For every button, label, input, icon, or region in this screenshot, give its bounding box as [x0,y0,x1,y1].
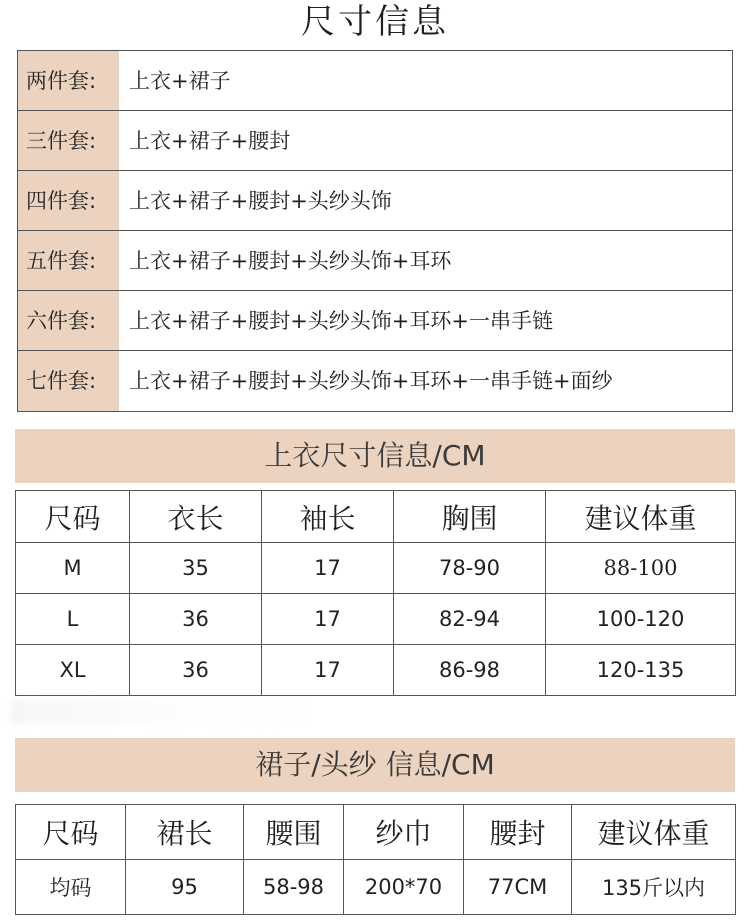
package-row [18,291,732,351]
top-size-table [15,490,736,696]
table-cell: 35 [130,543,262,594]
header-cell: 尺码 [16,805,126,860]
header-cell: 建议体重 [572,805,736,860]
package-row [18,171,732,231]
table-header-row [16,491,736,543]
header-cell: 衣长 [130,491,262,543]
table-cell: 17 [262,645,394,696]
table-cell: 88-100 [546,543,736,594]
package-name: 两件套: [18,51,119,110]
table-cell: 135斤以内 [572,860,736,915]
header-cell: 胸围 [394,491,546,543]
package-name: 六件套: [18,291,119,350]
table-cell: 120-135 [546,645,736,696]
table-cell: 17 [262,594,394,645]
table-cell: L [16,594,130,645]
table-header-row [16,805,736,860]
header-cell: 建议体重 [546,491,736,543]
header-cell: 腰围 [244,805,344,860]
package-contents: 上衣+裙子+腰封+头纱头饰+耳环+一串手链+面纱 [129,369,613,393]
header-cell: 袖长 [262,491,394,543]
package-row [18,351,732,411]
table-cell: 78-90 [394,543,546,594]
skirt-size-banner: 裙子/头纱 信息/CM [15,738,735,792]
package-row [18,111,732,171]
package-row [18,231,732,291]
table-row [16,594,736,645]
table-cell: 86-98 [394,645,546,696]
skirt-size-table [15,804,736,915]
package-table [17,50,733,412]
package-name: 七件套: [18,351,119,411]
table-cell: 均码 [16,860,126,915]
page-title: 尺寸信息 [301,2,449,42]
package-contents: 上衣+裙子+腰封+头纱头饰+耳环+一串手链 [129,309,553,333]
table-cell: 100-120 [546,594,736,645]
package-name: 五件套: [18,231,119,290]
table-cell: XL [16,645,130,696]
header-cell: 尺码 [16,491,130,543]
table-cell: 17 [262,543,394,594]
table-cell: 82-94 [394,594,546,645]
package-contents: 上衣+裙子 [129,69,231,93]
table-row [16,645,736,696]
table-row [16,543,736,594]
package-contents: 上衣+裙子+腰封+头纱头饰+耳环 [129,249,452,273]
table-row [16,860,736,915]
header-cell: 裙长 [126,805,244,860]
table-cell: 36 [130,645,262,696]
table-cell: 200*70 [344,860,464,915]
blurred-watermark [10,700,310,724]
table-cell: 95 [126,860,244,915]
table-cell: 77CM [464,860,572,915]
top-size-banner: 上衣尺寸信息/CM [15,429,735,483]
package-row [18,51,732,111]
package-contents: 上衣+裙子+腰封 [129,129,291,153]
header-cell: 纱巾 [344,805,464,860]
package-name: 四件套: [18,171,119,230]
package-contents: 上衣+裙子+腰封+头纱头饰 [129,189,392,213]
table-cell: 36 [130,594,262,645]
table-cell: 58-98 [244,860,344,915]
package-name: 三件套: [18,111,119,170]
header-cell: 腰封 [464,805,572,860]
table-cell: M [16,543,130,594]
